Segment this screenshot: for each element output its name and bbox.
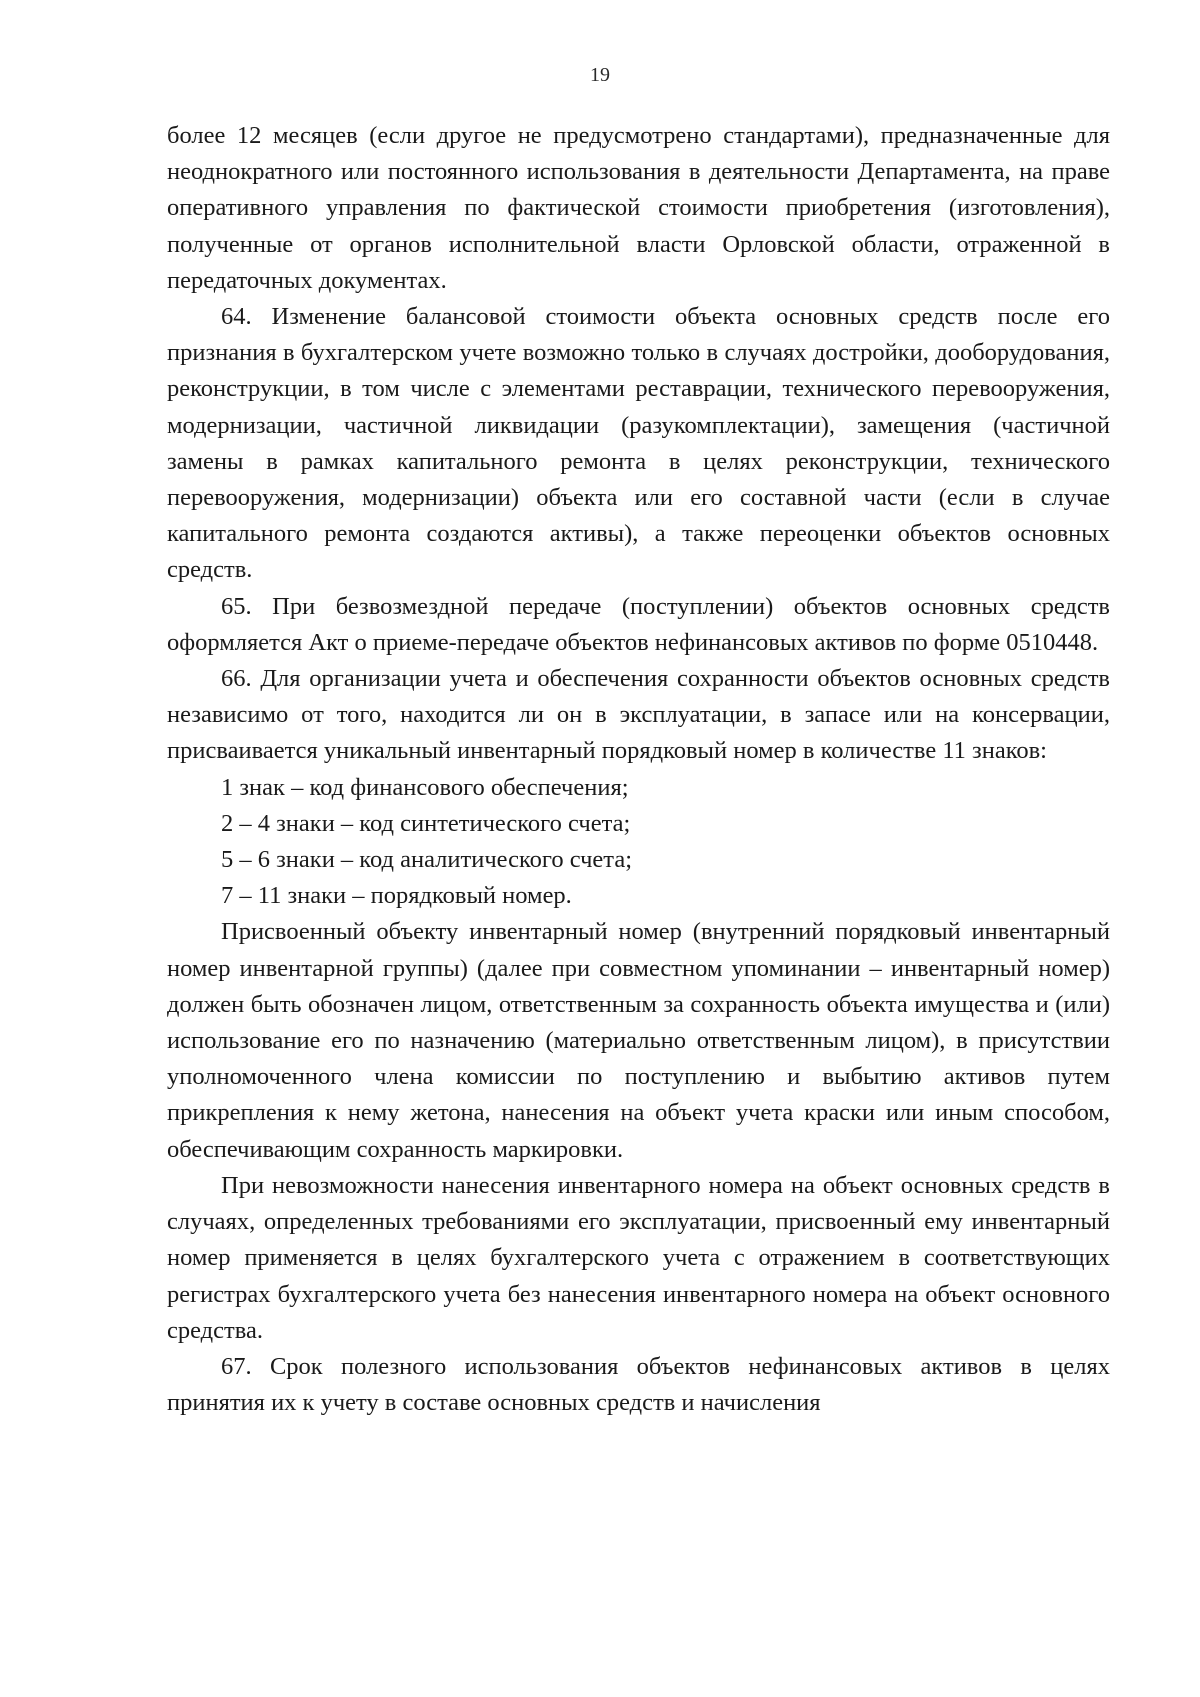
paragraph-inventory-number: Присвоенный объекту инвентарный номер (внутренний порядковый инвентарный номер инвентарной группы) (далее при совместном упоминании – инвентарный номер) должен быть обозначен лицом, ответственным за сохранность объекта имущества и (или) использование его по назначению (материально ответственным лицом), в присутствии уполномоченного члена комиссии по поступлению и выбытию активов путем прикрепления к нему жетона, нанесения на объект учета краски или иным способом, обеспечивающим сохранность маркировки. bbox=[167, 918, 1110, 1163]
page-number: 19 bbox=[590, 64, 610, 86]
paragraph-66: 66. Для организации учета и обеспечения сохранности объектов основных средств независимо от того, находится ли он в эксплуатации, в запасе или на консервации, присваивается уникальный инвентарный порядковый номер в количестве 11 знаков: bbox=[167, 665, 1110, 765]
list-item: 1 знак – код финансового обеспечения; bbox=[221, 773, 629, 801]
list-item: 5 – 6 знаки – код аналитического счета; bbox=[221, 846, 632, 874]
paragraph-65: 65. При безвозмездной передаче (поступлении) объектов основных средств оформляется Акт о приеме-передаче объектов нефинансовых активов по форме 0510448. bbox=[167, 592, 1110, 656]
document-body bbox=[167, 118, 1110, 1421]
paragraph-continuation: более 12 месяцев (если другое не предусмотрено стандартами), предназначенные для неоднократного или постоянного использования в деятельности Департамента, на праве оперативного управления по фактической стоимости приобретения (изготовления), полученные от органов исполнительной власти Орловской области, отраженной в передаточных документах. bbox=[167, 122, 1110, 294]
paragraph-64: 64. Изменение балансовой стоимости объекта основных средств после его признания в бухгалтерском учете возможно только в случаях достройки, дооборудования, реконструкции, в том числе с элементами реставрации, технического перевооружения, модернизации, частичной ликвидации (разукомплектации), замещения (частичной замены в рамках капитального ремонта в целях реконструкции, технического перевооружения, модернизации) объекта или его составной части (если в случае капитального ремонта создаются активы), а также переоценки объектов основных средств. bbox=[167, 303, 1110, 584]
paragraph-inventory-impossible: При невозможности нанесения инвентарного номера на объект основных средств в случаях, определенных требованиями его эксплуатации, присвоенный ему инвентарный номер применяется в целях бухгалтерского учета с отражением в соответствующих регистрах бухгалтерского учета без нанесения инвентарного номера на объект основного средства. bbox=[167, 1171, 1110, 1344]
list-item: 2 – 4 знаки – код синтетического счета; bbox=[221, 809, 631, 837]
list-item: 7 – 11 знаки – порядковый номер. bbox=[221, 882, 572, 910]
paragraph-67: 67. Срок полезного использования объектов нефинансовых активов в целях принятия их к учету в составе основных средств и начисления bbox=[167, 1352, 1110, 1417]
